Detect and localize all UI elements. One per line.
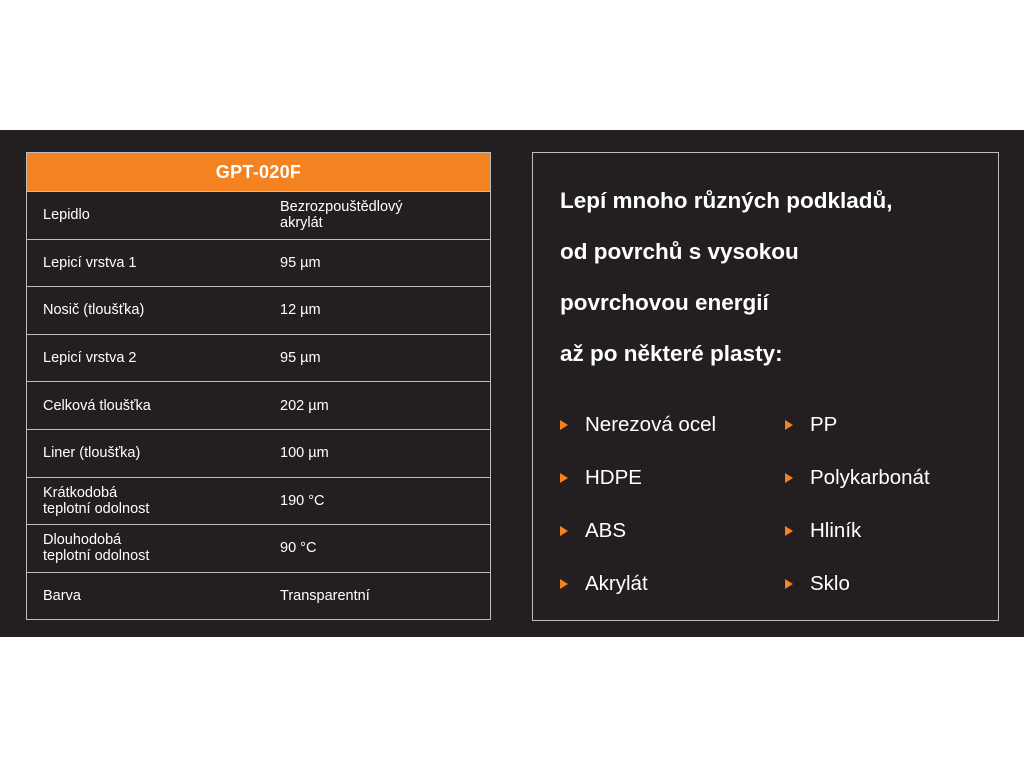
- spec-row-liner: [27, 429, 490, 477]
- material-label: PP: [810, 412, 838, 436]
- headline: [560, 175, 893, 379]
- triangle-bullet-icon: [785, 473, 793, 483]
- spec-label: Lepicí vrstva 1: [43, 254, 137, 271]
- spec-label: Barva: [43, 588, 81, 605]
- spec-value: 90 °C: [280, 540, 317, 557]
- spec-value: 12 µm: [280, 302, 321, 319]
- spec-label: Krátkodobá teplotní odolnost: [43, 484, 150, 517]
- spec-row-long-term-temp: [27, 524, 490, 572]
- spec-table-title: GPT-020F: [27, 153, 490, 191]
- headline-line: povrchovou energií: [560, 290, 769, 315]
- spec-label: Lepidlo: [43, 207, 90, 224]
- spec-value: Bezrozpouštědlový akrylát: [280, 199, 403, 232]
- spec-table: [26, 152, 491, 620]
- material-item: [785, 557, 980, 610]
- spec-label: Lepicí vrstva 2: [43, 350, 137, 367]
- spec-label: Celková tloušťka: [43, 397, 151, 414]
- material-item: [560, 398, 785, 451]
- spec-row-carrier: [27, 286, 490, 334]
- triangle-bullet-icon: [785, 420, 793, 430]
- spec-value: 95 µm: [280, 350, 321, 367]
- material-label: HDPE: [585, 465, 642, 489]
- material-label: Polykarbonát: [810, 465, 930, 489]
- material-label: Hliník: [810, 518, 862, 542]
- triangle-bullet-icon: [785, 526, 793, 536]
- headline-line: od povrchů s vysokou: [560, 239, 799, 264]
- material-label: Nerezová ocel: [585, 412, 717, 436]
- headline-line: Lepí mnoho různých podkladů,: [560, 188, 893, 213]
- material-item: [560, 557, 785, 610]
- content-band: [0, 130, 1024, 637]
- material-label: ABS: [585, 518, 627, 542]
- material-item: [785, 451, 980, 504]
- spec-value: 100 µm: [280, 445, 329, 462]
- material-label: Sklo: [810, 571, 850, 595]
- spec-row-adhesive-layer-2: [27, 334, 490, 382]
- spec-label: Liner (tloušťka): [43, 445, 141, 462]
- triangle-bullet-icon: [785, 579, 793, 589]
- spec-value: Transparentní: [280, 588, 370, 605]
- spec-label: Nosič (tloušťka): [43, 302, 145, 319]
- material-item: [785, 398, 980, 451]
- spec-label: Dlouhodobá teplotní odolnost: [43, 532, 150, 565]
- spec-row-adhesive-layer-1: [27, 239, 490, 287]
- material-item: [560, 504, 785, 557]
- triangle-bullet-icon: [560, 579, 568, 589]
- spec-value: 202 µm: [280, 397, 329, 414]
- spec-row-color: [27, 572, 490, 620]
- triangle-bullet-icon: [560, 526, 568, 536]
- material-item: [560, 451, 785, 504]
- spec-row-total-thickness: [27, 381, 490, 429]
- material-item: [785, 504, 980, 557]
- spec-value: 190 °C: [280, 492, 325, 509]
- spec-row-short-term-temp: [27, 477, 490, 525]
- triangle-bullet-icon: [560, 420, 568, 430]
- spec-row-adhesive: [27, 191, 490, 239]
- materials-list: [560, 398, 980, 610]
- info-panel: [532, 152, 999, 621]
- material-label: Akrylát: [585, 571, 648, 595]
- triangle-bullet-icon: [560, 473, 568, 483]
- headline-line: až po některé plasty:: [560, 341, 783, 366]
- spec-value: 95 µm: [280, 254, 321, 271]
